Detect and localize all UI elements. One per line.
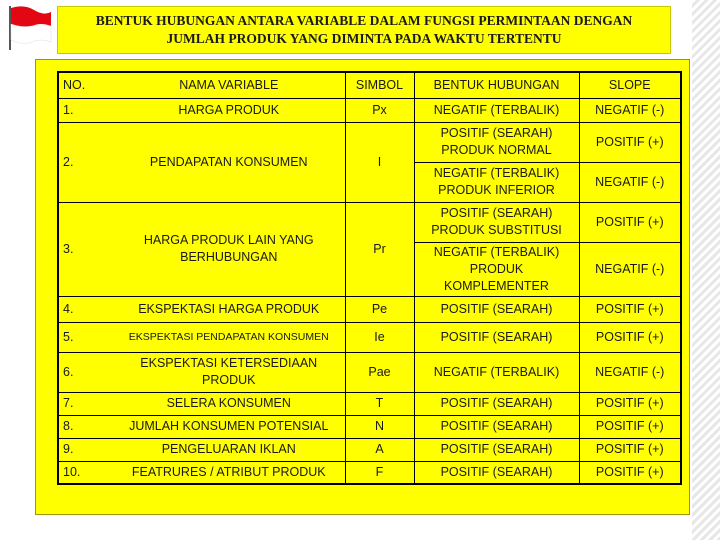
table-row xyxy=(58,202,681,242)
table-row xyxy=(58,122,681,162)
cell-relation: POSITIF (SEARAH) PRODUK NORMAL xyxy=(414,122,579,162)
table-header-row xyxy=(58,72,681,98)
cell-no: 3. xyxy=(58,202,113,296)
table-row xyxy=(58,415,681,438)
cell-no: 7. xyxy=(58,392,113,415)
header-no: NO. xyxy=(58,72,113,98)
cell-symbol: N xyxy=(345,415,414,438)
cell-relation: POSITIF (SEARAH) PRODUK SUBSTITUSI xyxy=(414,202,579,242)
cell-relation: POSITIF (SEARAH) xyxy=(414,322,579,352)
table-panel xyxy=(35,59,690,515)
cell-symbol: I xyxy=(345,122,414,202)
cell-variable-name: EKSPEKTASI KETERSEDIAAN PRODUK xyxy=(113,352,345,392)
cell-relation: POSITIF (SEARAH) xyxy=(414,438,579,461)
cell-variable-name: EKSPEKTASI HARGA PRODUK xyxy=(113,296,345,322)
cell-variable-name: PENDAPATAN KONSUMEN xyxy=(113,122,345,202)
slide-title xyxy=(57,6,671,54)
cell-slope: POSITIF (+) xyxy=(579,415,681,438)
cell-no: 6. xyxy=(58,352,113,392)
cell-slope: NEGATIF (-) xyxy=(579,98,681,122)
cell-relation: NEGATIF (TERBALIK) PRODUK KOMPLEMENTER xyxy=(414,242,579,296)
cell-no: 5. xyxy=(58,322,113,352)
cell-slope: NEGATIF (-) xyxy=(579,162,681,202)
header-variable-name: NAMA VARIABLE xyxy=(113,72,345,98)
cell-slope: POSITIF (+) xyxy=(579,202,681,242)
table-row xyxy=(58,438,681,461)
table-row xyxy=(58,322,681,352)
table-row xyxy=(58,392,681,415)
cell-variable-name: JUMLAH KONSUMEN POTENSIAL xyxy=(113,415,345,438)
cell-relation: POSITIF (SEARAH) xyxy=(414,415,579,438)
cell-variable-name: EKSPEKTASI PENDAPATAN KONSUMEN xyxy=(113,322,345,352)
cell-symbol: F xyxy=(345,461,414,484)
cell-relation: POSITIF (SEARAH) xyxy=(414,392,579,415)
cell-relation: NEGATIF (TERBALIK) xyxy=(414,352,579,392)
title-line-1: BENTUK HUBUNGAN ANTARA VARIABLE DALAM FUNGSI PERMINTAAN DENGAN xyxy=(95,13,633,28)
cell-no: 9. xyxy=(58,438,113,461)
cell-relation: NEGATIF (TERBALIK) xyxy=(414,98,579,122)
cell-symbol: Pr xyxy=(345,202,414,296)
cell-no: 4. xyxy=(58,296,113,322)
cell-variable-name: PENGELUARAN IKLAN xyxy=(113,438,345,461)
cell-symbol: Pae xyxy=(345,352,414,392)
cell-slope: NEGATIF (-) xyxy=(579,352,681,392)
title-line-2: JUMLAH PRODUK YANG DIMINTA PADA WAKTU TERTENTU xyxy=(166,31,562,46)
cell-variable-name: FEATRURES / ATRIBUT PRODUK xyxy=(113,461,345,484)
cell-slope: POSITIF (+) xyxy=(579,296,681,322)
indonesian-flag-icon xyxy=(4,4,52,50)
cell-relation: NEGATIF (TERBALIK) PRODUK INFERIOR xyxy=(414,162,579,202)
cell-slope: POSITIF (+) xyxy=(579,122,681,162)
cell-symbol: T xyxy=(345,392,414,415)
cell-slope: POSITIF (+) xyxy=(579,438,681,461)
cell-relation: POSITIF (SEARAH) xyxy=(414,461,579,484)
cell-no: 1. xyxy=(58,98,113,122)
cell-symbol: Ie xyxy=(345,322,414,352)
decorative-side-band xyxy=(692,0,720,540)
table-row xyxy=(58,296,681,322)
cell-no: 8. xyxy=(58,415,113,438)
table-row xyxy=(58,98,681,122)
header-symbol: SIMBOL xyxy=(345,72,414,98)
demand-variables-table xyxy=(57,71,682,485)
header-relation: BENTUK HUBUNGAN xyxy=(414,72,579,98)
cell-no: 2. xyxy=(58,122,113,202)
header-slope: SLOPE xyxy=(579,72,681,98)
cell-no: 10. xyxy=(58,461,113,484)
cell-slope: POSITIF (+) xyxy=(579,392,681,415)
cell-slope: NEGATIF (-) xyxy=(579,242,681,296)
cell-slope: POSITIF (+) xyxy=(579,322,681,352)
cell-symbol: Pe xyxy=(345,296,414,322)
table-row xyxy=(58,461,681,484)
cell-variable-name: HARGA PRODUK xyxy=(113,98,345,122)
cell-variable-name: HARGA PRODUK LAIN YANG BERHUBUNGAN xyxy=(113,202,345,296)
cell-slope: POSITIF (+) xyxy=(579,461,681,484)
cell-symbol: A xyxy=(345,438,414,461)
cell-variable-name: SELERA KONSUMEN xyxy=(113,392,345,415)
table-row xyxy=(58,352,681,392)
cell-symbol: Px xyxy=(345,98,414,122)
cell-relation: POSITIF (SEARAH) xyxy=(414,296,579,322)
